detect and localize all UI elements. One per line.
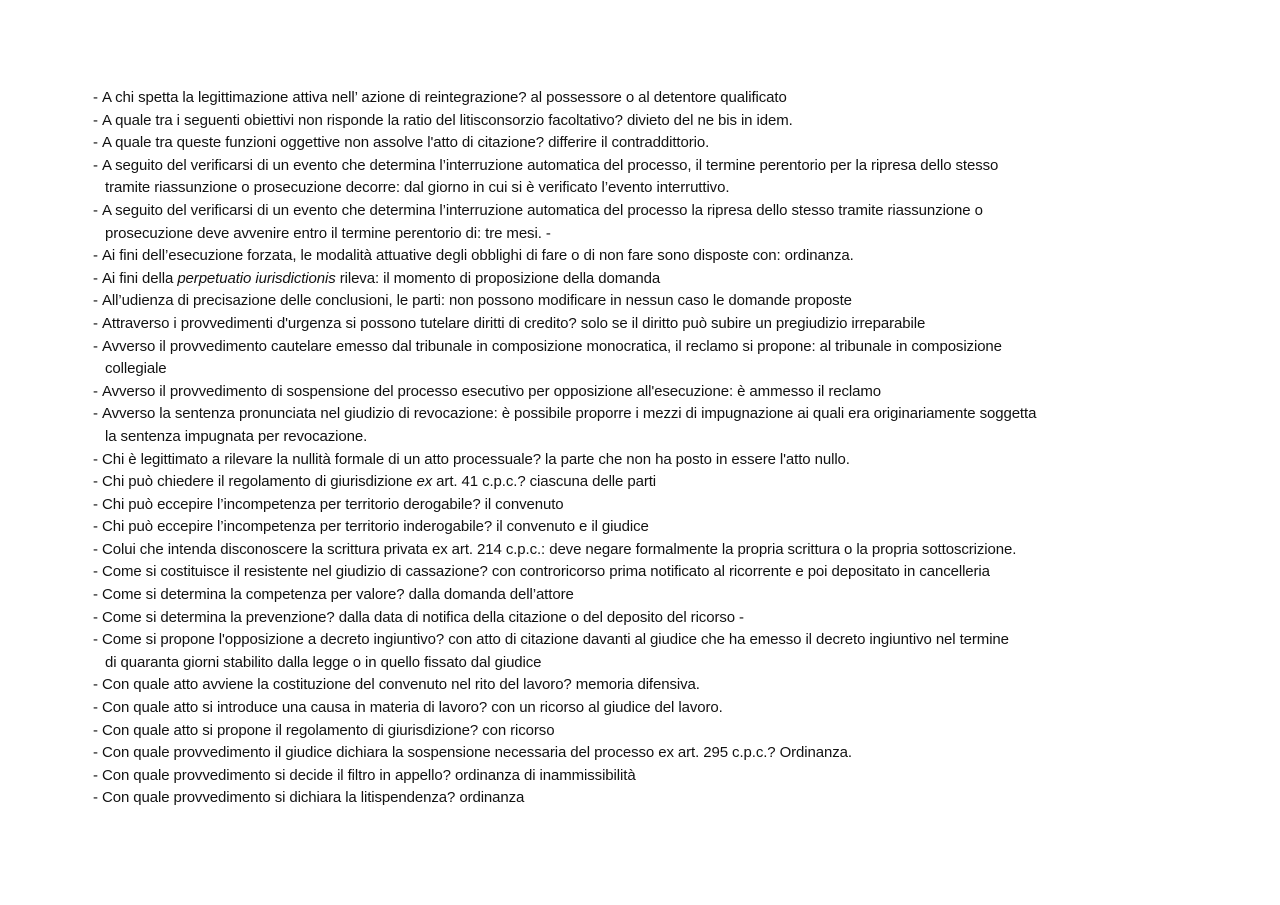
list-item-text: A chi spetta la legittimazione attiva nell’ azione di reintegrazione? al possessore o al detentore qualificato [102,89,787,106]
list-item [93,561,1183,584]
list-item-text-line1: Come si propone l'opposizione a decreto ingiuntivo? con atto di citazione davanti al giudice che ha emesso il decreto ingiuntivo nel termine [102,631,1009,649]
list-item-text-line1: A seguito del verificarsi di un evento che determina l’interruzione automatica del processo la ripresa dello stesso tramite riassunzione o [102,201,983,219]
list-item [93,629,1183,674]
list-item-text: Chi può eccepire l’incompetenza per territorio derogabile? il convenuto [102,495,564,513]
list-item-text: Con quale atto si introduce una causa in materia di lavoro? con un ricorso al giudice del lavoro. [102,699,723,717]
list-item [93,132,1183,155]
list-item-text: Chi può eccepire l’incompetenza per territorio inderogabile? il convenuto e il giudice [102,518,649,536]
list-item-text: All’udienza di precisazione delle conclusioni, le parti: non possono modificare in nessun caso le domande proposte [102,292,852,310]
list-item-text-line2: prosecuzione deve avvenire entro il termine perentorio di: tre mesi. - [105,224,551,242]
list-item [93,336,1183,381]
list-item-text-line2: tramite riassunzione o prosecuzione decorre: dal giorno in cui si è verificato l’evento interruttivo. [105,179,730,197]
list-item [93,449,1183,472]
list-item [93,494,1183,517]
list-item-text-line1: A seguito del verificarsi di un evento che determina l’interruzione automatica del processo, il termine perentorio per la ripresa dello stesso [102,156,999,174]
list-item-text: Attraverso i provvedimenti d'urgenza si possono tutelare diritti di credito? solo se il diritto può subire un pregiudizio irreparabile [102,314,926,332]
list-item [93,403,1183,448]
list-item-text-line2: di quaranta giorni stabilito dalla legge o in quello fissato dal giudice [105,653,542,671]
list-item-text-line2: collegiale [105,360,167,378]
list-item [93,245,1183,268]
list-item-text: Ai fini dell’esecuzione forzata, le modalità attuative degli obblighi di fare o di non fare sono disposte con: ordinanza. [102,247,854,265]
list-item-text: A quale tra queste funzioni oggettive non assolve l'atto di citazione? differire il contraddittorio. [102,134,710,152]
list-item [93,200,1183,245]
list-item-text-pre: Ai fini della [102,269,178,287]
list-item-text-post: rileva: il momento di proposizione della domanda [335,269,661,287]
qa-list [93,87,1183,810]
list-item [93,268,1183,291]
list-item-text: Avverso il provvedimento di sospensione del processo esecutivo per opposizione all'esecuzione: è ammesso il reclamo [102,382,882,400]
list-item-text-emphasis: perpetuatio iurisdictionis [177,269,336,287]
list-item [93,697,1183,720]
list-item-text-line2: la sentenza impugnata per revocazione. [105,427,368,445]
list-item-text-line1: Avverso il provvedimento cautelare emesso dal tribunale in composizione monocratica, il reclamo si propone: al tribunale in composizione [102,337,1002,355]
list-item [93,607,1183,630]
list-item-text: Come si determina la competenza per valore? dalla domanda dell’attore [102,586,574,604]
list-item [93,539,1183,562]
list-item [93,516,1183,539]
list-item [93,381,1183,404]
list-item-text: Con quale atto avviene la costituzione del convenuto nel rito del lavoro? memoria difensiva. [102,676,700,694]
list-item [93,765,1183,788]
list-item [93,155,1183,200]
list-item-text-pre: Chi può chiedere il regolamento di giurisdizione [102,473,417,491]
list-item [93,290,1183,313]
list-item [93,584,1183,607]
list-item-text-line1: Avverso la sentenza pronunciata nel giudizio di revocazione: è possibile proporre i mezzi di impugnazione ai quali era originariamente soggetta [102,405,1037,423]
list-item [93,674,1183,697]
list-item [93,110,1183,133]
list-item-text: Come si determina la prevenzione? dalla data di notifica della citazione o del deposito del ricorso - [102,608,744,626]
list-item [93,742,1183,765]
list-item-text: Con quale provvedimento si decide il filtro in appello? ordinanza di inammissibilità [102,766,636,784]
list-item [93,87,1183,110]
list-item-text: A quale tra i seguenti obiettivi non risponde la ratio del litisconsorzio facoltativo? divieto del ne bis in idem. [102,111,793,129]
list-item-text: Con quale provvedimento si dichiara la litispendenza? ordinanza [102,789,525,807]
list-item-text: Chi è legittimato a rilevare la nullità formale di un atto processuale? la parte che non ha posto in essere l'atto nullo. [102,450,850,468]
list-item-text: Colui che intenda disconoscere la scrittura privata ex art. 214 c.p.c.: deve negare formalmente la propria scrittura o la propria sottoscrizione. [102,540,1017,558]
list-item [93,720,1183,743]
list-item-text: Con quale atto si propone il regolamento di giurisdizione? con ricorso [102,721,555,739]
list-item [93,471,1183,494]
list-item-text: Con quale provvedimento il giudice dichiara la sospensione necessaria del processo ex art. 295 c.p.c.? Ordinanza. [102,744,852,762]
list-item [93,787,1183,810]
list-item-text-emphasis: ex [416,473,433,491]
list-item-text-post: art. 41 c.p.c.? ciascuna delle parti [432,473,657,491]
list-item [93,313,1183,336]
list-item-text: Come si costituisce il resistente nel giudizio di cassazione? con controricorso prima notificato al ricorrente e poi depositato in cancelleria [102,563,990,581]
